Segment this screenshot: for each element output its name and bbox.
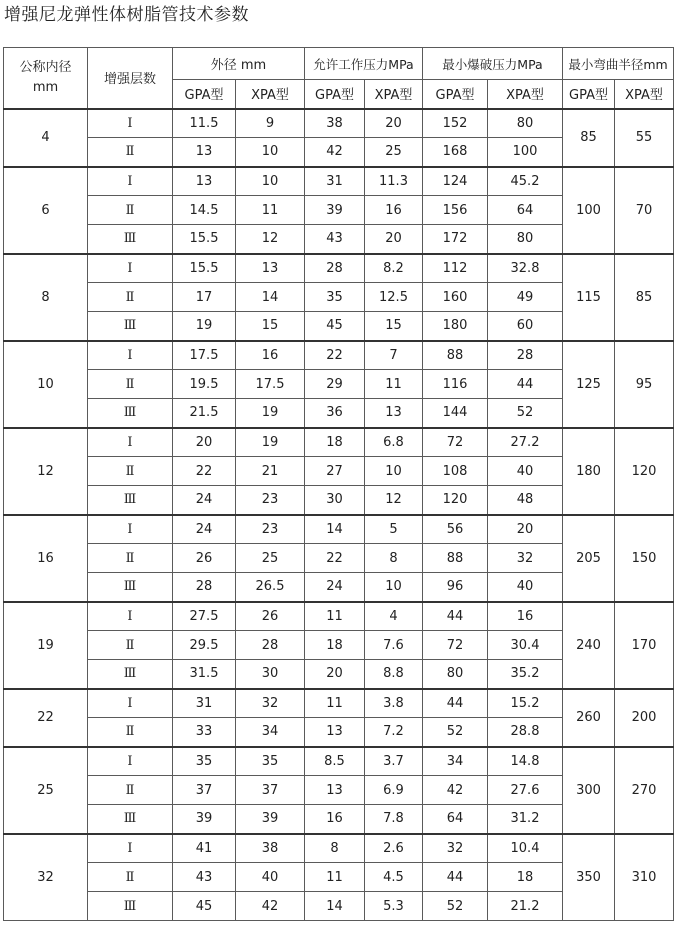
bend-gpa-cell: 260 xyxy=(563,689,615,747)
wp-gpa-cell: 11 xyxy=(305,602,365,631)
bend-gpa-cell: 350 xyxy=(563,834,615,921)
wp-gpa-cell: 14 xyxy=(305,515,365,544)
table-row xyxy=(4,602,674,631)
layer-cell: Ⅱ xyxy=(88,457,173,486)
od-gpa-cell: 24 xyxy=(173,486,236,515)
wp-gpa-cell: 22 xyxy=(305,544,365,573)
layer-cell: Ⅰ xyxy=(88,341,173,370)
od-xpa-cell: 15 xyxy=(236,312,305,341)
bp-gpa-cell: 96 xyxy=(423,573,488,602)
bp-gpa-cell: 44 xyxy=(423,602,488,631)
od-gpa-cell: 35 xyxy=(173,747,236,776)
nominal-diameter-cell: 6 xyxy=(4,167,88,254)
header-nominal-diameter-line2: mm xyxy=(32,79,59,95)
nominal-diameter-cell: 22 xyxy=(4,689,88,747)
wp-xpa-cell: 7.2 xyxy=(365,718,423,747)
wp-gpa-cell: 35 xyxy=(305,283,365,312)
nominal-diameter-cell: 12 xyxy=(4,428,88,515)
wp-gpa-cell: 18 xyxy=(305,428,365,457)
header-bend-xpa: XPA型 xyxy=(615,80,674,109)
bend-xpa-cell: 200 xyxy=(615,689,674,747)
bp-gpa-cell: 160 xyxy=(423,283,488,312)
od-xpa-cell: 19 xyxy=(236,399,305,428)
od-gpa-cell: 11.5 xyxy=(173,109,236,138)
od-xpa-cell: 12 xyxy=(236,225,305,254)
table-row xyxy=(4,428,674,457)
layer-cell: Ⅰ xyxy=(88,689,173,718)
bp-xpa-cell: 20 xyxy=(488,515,563,544)
od-xpa-cell: 26 xyxy=(236,602,305,631)
wp-xpa-cell: 25 xyxy=(365,138,423,167)
od-xpa-cell: 35 xyxy=(236,747,305,776)
table-row xyxy=(4,515,674,544)
bp-xpa-cell: 32 xyxy=(488,544,563,573)
bend-gpa-cell: 240 xyxy=(563,602,615,689)
bp-gpa-cell: 152 xyxy=(423,109,488,138)
od-gpa-cell: 45 xyxy=(173,892,236,921)
wp-xpa-cell: 8.2 xyxy=(365,254,423,283)
bp-gpa-cell: 108 xyxy=(423,457,488,486)
bp-xpa-cell: 10.4 xyxy=(488,834,563,863)
bp-gpa-cell: 180 xyxy=(423,312,488,341)
od-gpa-cell: 19 xyxy=(173,312,236,341)
od-gpa-cell: 13 xyxy=(173,167,236,196)
bend-gpa-cell: 300 xyxy=(563,747,615,834)
bend-gpa-cell: 205 xyxy=(563,515,615,602)
layer-cell: Ⅲ xyxy=(88,312,173,341)
wp-gpa-cell: 16 xyxy=(305,805,365,834)
nominal-diameter-cell: 16 xyxy=(4,515,88,602)
bp-gpa-cell: 124 xyxy=(423,167,488,196)
od-gpa-cell: 13 xyxy=(173,138,236,167)
header-min-bend-radius: 最小弯曲半径mm xyxy=(563,48,674,80)
od-xpa-cell: 21 xyxy=(236,457,305,486)
wp-gpa-cell: 8 xyxy=(305,834,365,863)
bp-gpa-cell: 44 xyxy=(423,689,488,718)
nominal-diameter-cell: 25 xyxy=(4,747,88,834)
wp-xpa-cell: 5.3 xyxy=(365,892,423,921)
bp-gpa-cell: 64 xyxy=(423,805,488,834)
bp-xpa-cell: 28.8 xyxy=(488,718,563,747)
od-xpa-cell: 42 xyxy=(236,892,305,921)
bp-gpa-cell: 80 xyxy=(423,660,488,689)
page-title: 增强尼龙弹性体树脂管技术参数 xyxy=(4,5,249,25)
od-gpa-cell: 39 xyxy=(173,805,236,834)
od-xpa-cell: 25 xyxy=(236,544,305,573)
bp-gpa-cell: 52 xyxy=(423,718,488,747)
od-xpa-cell: 37 xyxy=(236,776,305,805)
bp-xpa-cell: 15.2 xyxy=(488,689,563,718)
wp-gpa-cell: 38 xyxy=(305,109,365,138)
wp-gpa-cell: 13 xyxy=(305,776,365,805)
header-od-gpa: GPA型 xyxy=(173,80,236,109)
bend-gpa-cell: 180 xyxy=(563,428,615,515)
bend-gpa-cell: 100 xyxy=(563,167,615,254)
bp-xpa-cell: 44 xyxy=(488,370,563,399)
wp-gpa-cell: 43 xyxy=(305,225,365,254)
wp-xpa-cell: 3.8 xyxy=(365,689,423,718)
bp-xpa-cell: 80 xyxy=(488,225,563,254)
bp-xpa-cell: 30.4 xyxy=(488,631,563,660)
od-gpa-cell: 33 xyxy=(173,718,236,747)
header-layers: 增强层数 xyxy=(88,48,173,109)
layer-cell: Ⅱ xyxy=(88,196,173,225)
wp-xpa-cell: 11 xyxy=(365,370,423,399)
header-bp-gpa: GPA型 xyxy=(423,80,488,109)
layer-cell: Ⅰ xyxy=(88,109,173,138)
layer-cell: Ⅰ xyxy=(88,515,173,544)
wp-gpa-cell: 29 xyxy=(305,370,365,399)
od-gpa-cell: 26 xyxy=(173,544,236,573)
wp-gpa-cell: 20 xyxy=(305,660,365,689)
wp-gpa-cell: 28 xyxy=(305,254,365,283)
od-gpa-cell: 43 xyxy=(173,863,236,892)
od-xpa-cell: 39 xyxy=(236,805,305,834)
bp-xpa-cell: 40 xyxy=(488,457,563,486)
layer-cell: Ⅱ xyxy=(88,138,173,167)
table-row xyxy=(4,747,674,776)
od-xpa-cell: 19 xyxy=(236,428,305,457)
od-xpa-cell: 10 xyxy=(236,138,305,167)
header-row-1 xyxy=(4,48,674,80)
bend-xpa-cell: 85 xyxy=(615,254,674,341)
wp-gpa-cell: 39 xyxy=(305,196,365,225)
wp-gpa-cell: 31 xyxy=(305,167,365,196)
spec-table xyxy=(3,47,674,921)
bp-xpa-cell: 45.2 xyxy=(488,167,563,196)
wp-xpa-cell: 8 xyxy=(365,544,423,573)
header-od-xpa: XPA型 xyxy=(236,80,305,109)
bp-xpa-cell: 27.6 xyxy=(488,776,563,805)
bend-xpa-cell: 310 xyxy=(615,834,674,921)
od-gpa-cell: 41 xyxy=(173,834,236,863)
wp-gpa-cell: 22 xyxy=(305,341,365,370)
layer-cell: Ⅲ xyxy=(88,660,173,689)
layer-cell: Ⅱ xyxy=(88,631,173,660)
wp-gpa-cell: 45 xyxy=(305,312,365,341)
od-gpa-cell: 31 xyxy=(173,689,236,718)
wp-xpa-cell: 3.7 xyxy=(365,747,423,776)
table-row xyxy=(4,109,674,138)
bp-xpa-cell: 49 xyxy=(488,283,563,312)
layer-cell: Ⅰ xyxy=(88,254,173,283)
wp-xpa-cell: 5 xyxy=(365,515,423,544)
bp-gpa-cell: 168 xyxy=(423,138,488,167)
wp-gpa-cell: 11 xyxy=(305,863,365,892)
wp-xpa-cell: 10 xyxy=(365,457,423,486)
layer-cell: Ⅰ xyxy=(88,834,173,863)
bp-xpa-cell: 21.2 xyxy=(488,892,563,921)
wp-gpa-cell: 18 xyxy=(305,631,365,660)
od-gpa-cell: 24 xyxy=(173,515,236,544)
header-min-burst-pressure: 最小爆破压力MPa xyxy=(423,48,563,80)
od-gpa-cell: 17.5 xyxy=(173,341,236,370)
bp-gpa-cell: 156 xyxy=(423,196,488,225)
od-xpa-cell: 17.5 xyxy=(236,370,305,399)
bp-gpa-cell: 56 xyxy=(423,515,488,544)
bp-xpa-cell: 64 xyxy=(488,196,563,225)
bp-xpa-cell: 16 xyxy=(488,602,563,631)
bend-xpa-cell: 55 xyxy=(615,109,674,167)
od-gpa-cell: 15.5 xyxy=(173,254,236,283)
od-xpa-cell: 23 xyxy=(236,515,305,544)
layer-cell: Ⅰ xyxy=(88,747,173,776)
bp-gpa-cell: 88 xyxy=(423,544,488,573)
od-gpa-cell: 31.5 xyxy=(173,660,236,689)
wp-xpa-cell: 4 xyxy=(365,602,423,631)
bp-gpa-cell: 52 xyxy=(423,892,488,921)
layer-cell: Ⅱ xyxy=(88,776,173,805)
od-xpa-cell: 26.5 xyxy=(236,573,305,602)
wp-gpa-cell: 42 xyxy=(305,138,365,167)
layer-cell: Ⅲ xyxy=(88,225,173,254)
nominal-diameter-cell: 32 xyxy=(4,834,88,921)
bp-gpa-cell: 144 xyxy=(423,399,488,428)
od-xpa-cell: 30 xyxy=(236,660,305,689)
bp-xpa-cell: 100 xyxy=(488,138,563,167)
od-gpa-cell: 15.5 xyxy=(173,225,236,254)
wp-gpa-cell: 30 xyxy=(305,486,365,515)
od-xpa-cell: 23 xyxy=(236,486,305,515)
od-gpa-cell: 27.5 xyxy=(173,602,236,631)
header-nominal-diameter xyxy=(4,48,88,109)
layer-cell: Ⅲ xyxy=(88,573,173,602)
od-xpa-cell: 34 xyxy=(236,718,305,747)
od-gpa-cell: 14.5 xyxy=(173,196,236,225)
wp-xpa-cell: 6.9 xyxy=(365,776,423,805)
wp-gpa-cell: 11 xyxy=(305,689,365,718)
wp-gpa-cell: 14 xyxy=(305,892,365,921)
od-xpa-cell: 10 xyxy=(236,167,305,196)
wp-xpa-cell: 12.5 xyxy=(365,283,423,312)
bp-xpa-cell: 27.2 xyxy=(488,428,563,457)
wp-xpa-cell: 7.6 xyxy=(365,631,423,660)
wp-xpa-cell: 12 xyxy=(365,486,423,515)
od-gpa-cell: 20 xyxy=(173,428,236,457)
wp-xpa-cell: 8.8 xyxy=(365,660,423,689)
bend-gpa-cell: 125 xyxy=(563,341,615,428)
layer-cell: Ⅲ xyxy=(88,486,173,515)
bp-gpa-cell: 120 xyxy=(423,486,488,515)
wp-xpa-cell: 2.6 xyxy=(365,834,423,863)
bp-xpa-cell: 52 xyxy=(488,399,563,428)
nominal-diameter-cell: 19 xyxy=(4,602,88,689)
layer-cell: Ⅱ xyxy=(88,544,173,573)
wp-xpa-cell: 10 xyxy=(365,573,423,602)
table-row xyxy=(4,834,674,863)
od-xpa-cell: 11 xyxy=(236,196,305,225)
od-xpa-cell: 38 xyxy=(236,834,305,863)
nominal-diameter-cell: 4 xyxy=(4,109,88,167)
bp-xpa-cell: 32.8 xyxy=(488,254,563,283)
header-nominal-diameter-line1: 公称内径 xyxy=(19,59,72,75)
wp-xpa-cell: 15 xyxy=(365,312,423,341)
wp-gpa-cell: 8.5 xyxy=(305,747,365,776)
bend-xpa-cell: 170 xyxy=(615,602,674,689)
od-gpa-cell: 19.5 xyxy=(173,370,236,399)
od-gpa-cell: 21.5 xyxy=(173,399,236,428)
header-wp-gpa: GPA型 xyxy=(305,80,365,109)
wp-gpa-cell: 27 xyxy=(305,457,365,486)
bend-xpa-cell: 120 xyxy=(615,428,674,515)
layer-cell: Ⅱ xyxy=(88,718,173,747)
layer-cell: Ⅱ xyxy=(88,370,173,399)
wp-xpa-cell: 20 xyxy=(365,225,423,254)
bp-gpa-cell: 42 xyxy=(423,776,488,805)
header-bp-xpa: XPA型 xyxy=(488,80,563,109)
wp-xpa-cell: 7 xyxy=(365,341,423,370)
bp-xpa-cell: 35.2 xyxy=(488,660,563,689)
od-gpa-cell: 17 xyxy=(173,283,236,312)
bend-xpa-cell: 95 xyxy=(615,341,674,428)
wp-gpa-cell: 13 xyxy=(305,718,365,747)
table-body xyxy=(4,48,674,921)
bp-gpa-cell: 172 xyxy=(423,225,488,254)
bp-xpa-cell: 60 xyxy=(488,312,563,341)
wp-xpa-cell: 4.5 xyxy=(365,863,423,892)
bp-gpa-cell: 116 xyxy=(423,370,488,399)
wp-xpa-cell: 7.8 xyxy=(365,805,423,834)
od-xpa-cell: 40 xyxy=(236,863,305,892)
od-xpa-cell: 14 xyxy=(236,283,305,312)
wp-xpa-cell: 13 xyxy=(365,399,423,428)
bp-gpa-cell: 88 xyxy=(423,341,488,370)
bend-xpa-cell: 150 xyxy=(615,515,674,602)
layer-cell: Ⅰ xyxy=(88,428,173,457)
bp-gpa-cell: 34 xyxy=(423,747,488,776)
od-gpa-cell: 28 xyxy=(173,573,236,602)
wp-xpa-cell: 20 xyxy=(365,109,423,138)
wp-gpa-cell: 24 xyxy=(305,573,365,602)
header-allowable-pressure: 允许工作压力MPa xyxy=(305,48,423,80)
header-outer-diameter: 外径 mm xyxy=(173,48,305,80)
bp-xpa-cell: 40 xyxy=(488,573,563,602)
od-xpa-cell: 16 xyxy=(236,341,305,370)
layer-cell: Ⅱ xyxy=(88,283,173,312)
table-row xyxy=(4,167,674,196)
bp-xpa-cell: 80 xyxy=(488,109,563,138)
od-gpa-cell: 37 xyxy=(173,776,236,805)
bend-xpa-cell: 70 xyxy=(615,167,674,254)
bp-xpa-cell: 28 xyxy=(488,341,563,370)
nominal-diameter-cell: 10 xyxy=(4,341,88,428)
wp-xpa-cell: 6.8 xyxy=(365,428,423,457)
bend-xpa-cell: 270 xyxy=(615,747,674,834)
bend-gpa-cell: 115 xyxy=(563,254,615,341)
od-xpa-cell: 9 xyxy=(236,109,305,138)
od-gpa-cell: 22 xyxy=(173,457,236,486)
bend-gpa-cell: 85 xyxy=(563,109,615,167)
layer-cell: Ⅲ xyxy=(88,892,173,921)
nominal-diameter-cell: 8 xyxy=(4,254,88,341)
od-xpa-cell: 32 xyxy=(236,689,305,718)
table-row xyxy=(4,341,674,370)
bp-xpa-cell: 18 xyxy=(488,863,563,892)
bp-xpa-cell: 14.8 xyxy=(488,747,563,776)
layer-cell: Ⅲ xyxy=(88,399,173,428)
bp-gpa-cell: 72 xyxy=(423,428,488,457)
bp-gpa-cell: 72 xyxy=(423,631,488,660)
table-row xyxy=(4,689,674,718)
bp-gpa-cell: 32 xyxy=(423,834,488,863)
od-gpa-cell: 29.5 xyxy=(173,631,236,660)
wp-gpa-cell: 36 xyxy=(305,399,365,428)
header-bend-gpa: GPA型 xyxy=(563,80,615,109)
bp-gpa-cell: 112 xyxy=(423,254,488,283)
od-xpa-cell: 13 xyxy=(236,254,305,283)
bp-xpa-cell: 31.2 xyxy=(488,805,563,834)
layer-cell: Ⅰ xyxy=(88,602,173,631)
layer-cell: Ⅲ xyxy=(88,805,173,834)
header-wp-xpa: XPA型 xyxy=(365,80,423,109)
layer-cell: Ⅰ xyxy=(88,167,173,196)
od-xpa-cell: 28 xyxy=(236,631,305,660)
wp-xpa-cell: 16 xyxy=(365,196,423,225)
layer-cell: Ⅱ xyxy=(88,863,173,892)
bp-xpa-cell: 48 xyxy=(488,486,563,515)
bp-gpa-cell: 44 xyxy=(423,863,488,892)
table-row xyxy=(4,254,674,283)
wp-xpa-cell: 11.3 xyxy=(365,167,423,196)
